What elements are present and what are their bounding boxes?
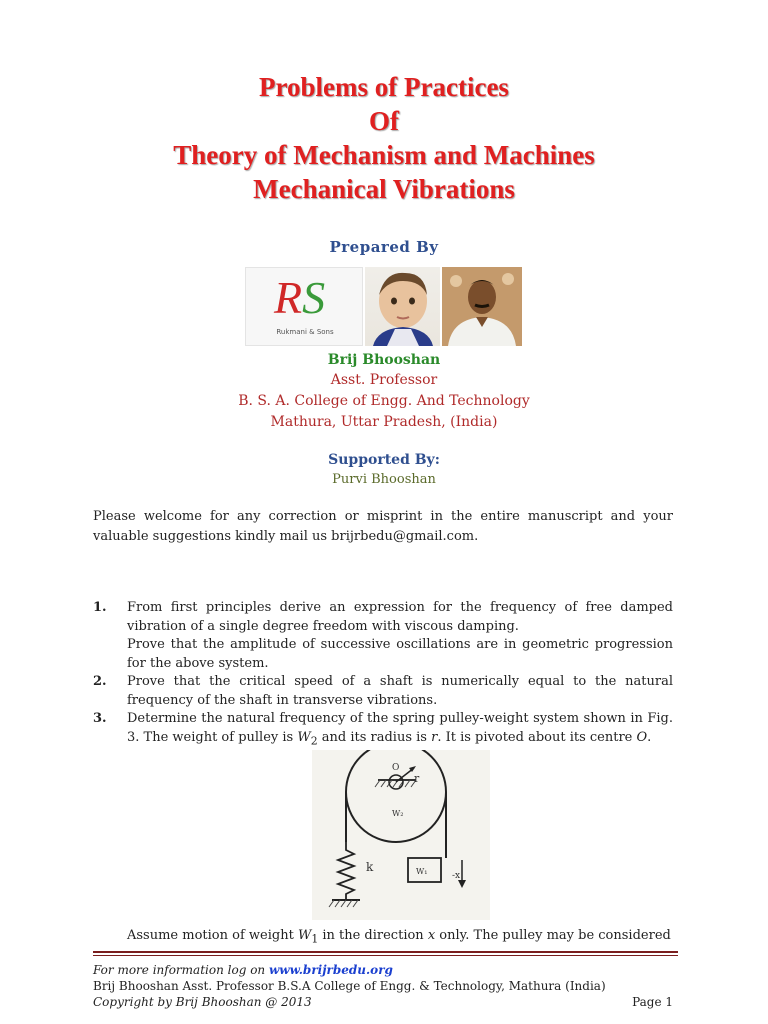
page-number: Page 1 [632, 995, 673, 1009]
website-link[interactable]: www.brijrbedu.org [268, 963, 393, 977]
supporter-name: Purvi Bhooshan [332, 472, 436, 487]
title-line-1: Problems of Practices [259, 72, 509, 102]
document-title [0, 70, 768, 206]
man-photo [442, 267, 522, 346]
question-number: 1. [93, 600, 107, 615]
footer-address: Brij Bhooshan Asst. Professor B.S.A College of Engg. & Technology, Mathura (India) [93, 979, 606, 993]
supported-by [0, 450, 768, 490]
question-list [93, 599, 673, 751]
question-2 [93, 673, 673, 710]
label-w1: W₁ [416, 867, 428, 876]
child-photo [365, 267, 440, 346]
author-info [0, 350, 768, 433]
author-name: Brij Bhooshan [327, 352, 441, 368]
title-line-3: Theory of Mechanism and Machines [173, 140, 595, 170]
footer-bottom-row [93, 994, 673, 1010]
supported-label: Supported By: [328, 452, 440, 468]
label-x: -x [452, 871, 461, 881]
question-text: Prove that the amplitude of successive oscillations are in geometric progression for the above system. [127, 637, 673, 671]
author-college: B. S. A. College of Engg. And Technology [238, 393, 530, 409]
footer-info: For more information log on www.brijrbedu.org [93, 963, 393, 977]
logo-tagline: Rukmani & Sons [276, 328, 334, 336]
question-1 [93, 599, 673, 673]
label-r: r [414, 772, 420, 785]
pulley-system-figure [312, 750, 490, 920]
title-line-4: Mechanical Vibrations [253, 174, 515, 204]
logo-monogram: RS [274, 272, 326, 323]
label-o: O [392, 763, 400, 773]
label-w2: W₂ [392, 809, 404, 818]
title-line-2: Of [369, 106, 399, 136]
author-photos [245, 267, 522, 346]
question-text: Determine the natural frequency of the spring pulley-weight system shown in Fig. 3. The weight of pulley is $W_2$ and its radius is r. It is pivoted about its centre O. [127, 711, 673, 748]
question-number: 3. [93, 711, 107, 726]
question-number: 2. [93, 674, 107, 689]
page-footer [93, 962, 673, 1010]
footer-divider [93, 951, 678, 953]
question-3 [93, 710, 673, 751]
question-text: From first principles derive an expression for the frequency of free damped vibration of a single degree freedom with viscous damping. [127, 600, 673, 634]
question-text: Prove that the critical speed of a shaft is numerically equal to the natural frequency of the shaft in transverse vibrations. [127, 674, 673, 708]
assume-paragraph: Assume motion of weight $W_1$ in the direction x only. The pulley may be considered [127, 928, 671, 946]
intro-paragraph: Please welcome for any correction or misprint in the entire manuscript and your valuable suggestions kindly mail us brijrbedu@gmail.com. [93, 509, 673, 544]
footer-divider-thin [93, 955, 678, 956]
author-position: Asst. Professor [330, 372, 438, 388]
label-k: k [366, 860, 374, 874]
prepared-by-heading: Prepared By [329, 238, 439, 256]
footer-copyright: Copyright by Brij Bhooshan @ 2013 [93, 995, 312, 1009]
rukmani-sons-logo [245, 267, 363, 346]
author-location: Mathura, Uttar Pradesh, (India) [270, 414, 498, 430]
